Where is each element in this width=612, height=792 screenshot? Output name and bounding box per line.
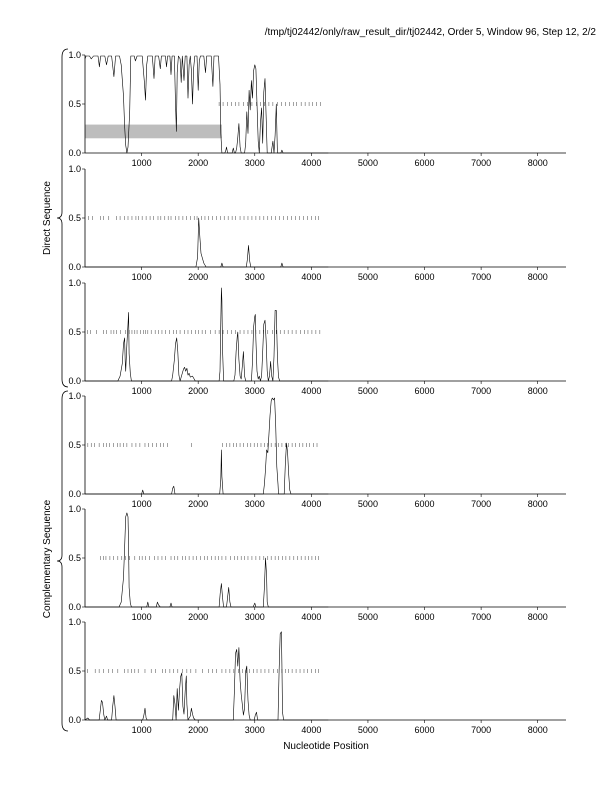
x-tick-label: 2000 — [188, 725, 209, 735]
panel-4 — [68, 391, 566, 509]
panel-6 — [68, 617, 566, 735]
y-tick-label: 0.5 — [68, 440, 81, 450]
y-tick-label: 0.0 — [68, 715, 81, 725]
x-tick-label: 1000 — [131, 725, 152, 735]
figure-title: /tmp/tj02442/only/raw_result_dir/tj02442, Order 5, Window 96, Step 12, 2/2 — [264, 27, 596, 38]
series-line — [85, 288, 328, 381]
x-tick-label: 1000 — [131, 272, 152, 282]
y-tick-label: 0.5 — [68, 666, 81, 676]
x-tick-label: 4000 — [301, 158, 322, 168]
group-label-complementary: Complementary Sequence — [42, 499, 53, 619]
y-tick-label: 1.0 — [68, 504, 81, 514]
x-tick-label: 8000 — [527, 386, 548, 396]
x-tick-label: 8000 — [527, 499, 548, 509]
x-tick-label: 3000 — [244, 272, 265, 282]
x-tick-label: 3000 — [244, 499, 265, 509]
x-tick-label: 8000 — [527, 272, 548, 282]
y-tick-label: 0.5 — [68, 553, 81, 563]
x-tick-label: 3000 — [244, 725, 265, 735]
x-tick-label: 2000 — [188, 272, 209, 282]
x-tick-label: 3000 — [244, 158, 265, 168]
x-tick-label: 1000 — [131, 386, 152, 396]
x-tick-label: 8000 — [527, 725, 548, 735]
x-tick-label: 5000 — [357, 612, 378, 622]
x-tick-label: 4000 — [301, 612, 322, 622]
chart-panels — [68, 50, 566, 735]
group-brackets — [57, 49, 68, 731]
x-tick-label: 8000 — [527, 158, 548, 168]
x-tick-label: 1000 — [131, 158, 152, 168]
x-tick-label: 2000 — [188, 612, 209, 622]
panel-1 — [68, 50, 566, 168]
x-tick-label: 7000 — [471, 499, 492, 509]
y-tick-label: 0.5 — [68, 213, 81, 223]
y-tick-label: 0.5 — [68, 327, 81, 337]
y-tick-label: 1.0 — [68, 617, 81, 627]
y-tick-label: 0.0 — [68, 376, 81, 386]
x-tick-label: 4000 — [301, 725, 322, 735]
group-bracket — [57, 49, 68, 387]
group-bracket — [57, 391, 68, 731]
y-tick-label: 1.0 — [68, 164, 81, 174]
x-tick-label: 5000 — [357, 158, 378, 168]
x-tick-label: 7000 — [471, 386, 492, 396]
series-line — [85, 56, 328, 153]
x-tick-label: 4000 — [301, 499, 322, 509]
y-tick-label: 0.0 — [68, 262, 81, 272]
series-line — [85, 398, 328, 494]
x-tick-label: 5000 — [357, 386, 378, 396]
x-tick-label: 6000 — [414, 158, 435, 168]
panel-5 — [68, 504, 566, 622]
shaded-band — [85, 125, 222, 139]
x-tick-label: 7000 — [471, 612, 492, 622]
x-tick-label: 5000 — [357, 725, 378, 735]
x-axis-label: Nucleotide Position — [283, 741, 369, 752]
y-tick-label: 0.0 — [68, 148, 81, 158]
y-tick-label: 0.0 — [68, 489, 81, 499]
x-tick-label: 8000 — [527, 612, 548, 622]
x-tick-label: 2000 — [188, 386, 209, 396]
x-tick-label: 6000 — [414, 272, 435, 282]
series-line — [85, 218, 328, 267]
series-line — [85, 632, 328, 720]
x-tick-label: 5000 — [357, 499, 378, 509]
group-label-direct: Direct Sequence — [42, 181, 53, 255]
y-tick-label: 0.0 — [68, 602, 81, 612]
x-tick-label: 3000 — [244, 612, 265, 622]
x-tick-label: 6000 — [414, 612, 435, 622]
y-tick-label: 0.5 — [68, 99, 81, 109]
x-tick-label: 7000 — [471, 158, 492, 168]
series-line — [85, 513, 328, 607]
x-tick-label: 6000 — [414, 725, 435, 735]
panel-2 — [68, 164, 566, 282]
x-tick-label: 1000 — [131, 499, 152, 509]
x-tick-label: 5000 — [357, 272, 378, 282]
x-tick-label: 6000 — [414, 386, 435, 396]
x-tick-label: 2000 — [188, 499, 209, 509]
y-tick-label: 1.0 — [68, 391, 81, 401]
panel-3 — [68, 278, 566, 396]
x-tick-label: 7000 — [471, 725, 492, 735]
x-tick-label: 1000 — [131, 612, 152, 622]
y-tick-label: 1.0 — [68, 278, 81, 288]
y-tick-label: 1.0 — [68, 50, 81, 60]
x-tick-label: 3000 — [244, 386, 265, 396]
x-tick-label: 4000 — [301, 272, 322, 282]
x-tick-label: 7000 — [471, 272, 492, 282]
x-tick-label: 2000 — [188, 158, 209, 168]
x-tick-label: 4000 — [301, 386, 322, 396]
x-tick-label: 6000 — [414, 499, 435, 509]
